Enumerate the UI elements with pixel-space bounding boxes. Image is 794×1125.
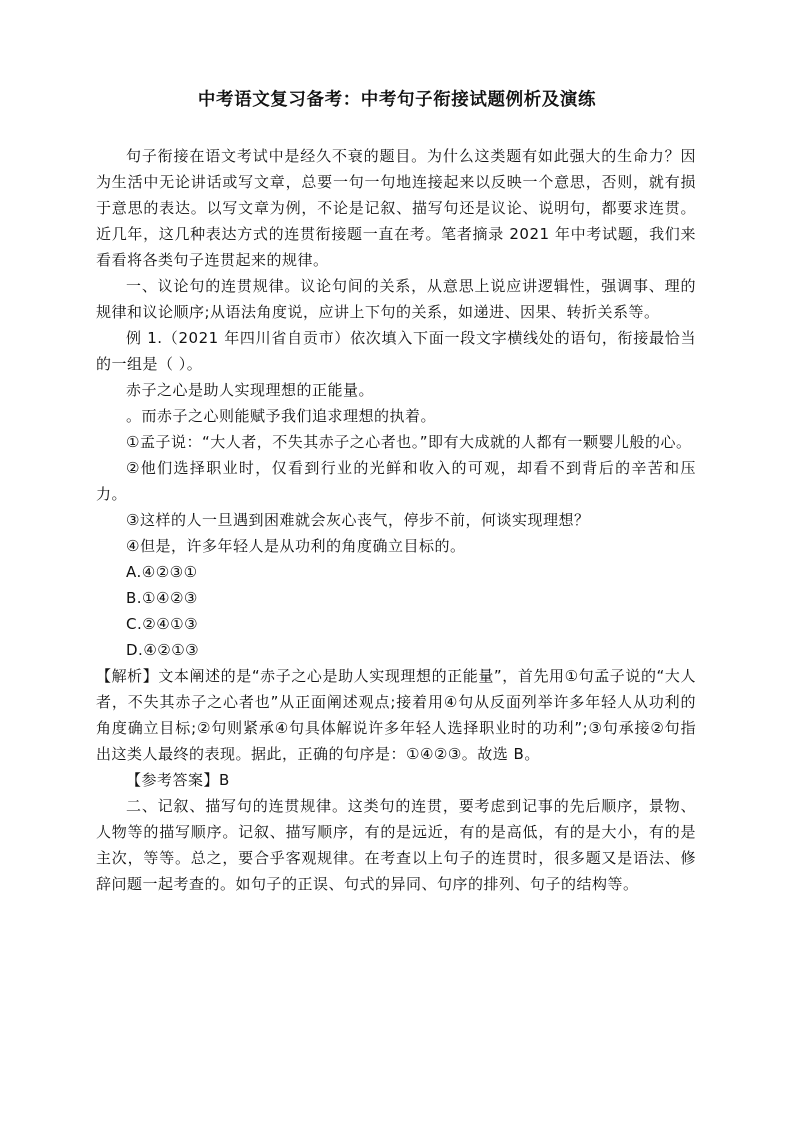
example1-item-3: ③这样的人一旦遇到困难就会灰心丧气，停步不前，何谈实现理想？ xyxy=(126,511,590,529)
option-d: D.④②①③ xyxy=(126,641,200,659)
example1-item-2: ②他们选择职业时，仅看到行业的光鲜和收入的可观，却看不到背后的辛苦和压力。 xyxy=(96,459,696,503)
example1-item-1: ①孟子说：“大人者，不失其赤子之心者也。”即有大成就的人都有一颗婴儿般的心。 xyxy=(126,433,692,451)
section1-paragraph: 一、议论句的连贯规律。议论句间的关系，从意思上说应讲逻辑性，强调事、理的规律和议论顺序;从语法角度说，应讲上下句的关系，如递进、因果、转折关系等。 xyxy=(96,277,696,321)
example1-answer: 【参考答案】B xyxy=(126,771,230,789)
section2-paragraph: 二、记叙、描写句的连贯规律。这类句的连贯，要考虑到记事的先后顺序，景物、人物等的描写顺序。记叙、描写顺序，有的是远近，有的是高低，有的是大小，有的是主次，等等。总之，要合乎客观规律。在考查以上句子的连贯时，很多题又是语法、修辞问题一起考查的。如句子的正误、句式的异同、句序的排列、句子的结构等。 xyxy=(96,797,696,893)
example1-analysis: 【解析】文本阐述的是“赤子之心是助人实现理想的正能量”，首先用①句孟子说的“大人者，不失其赤子之心者也”从正面阐述观点;接着用④句从反面列举许多年轻人从功利的角度确立目标;②句则紧承④句具体解说许多年轻人选择职业时的功利”;③句承接②句指出这类人最终的表现。据此，正确的句序是：①④②③。故选 B。 xyxy=(96,667,696,763)
option-a: A.④②③① xyxy=(126,563,198,581)
intro-paragraph: 句子衔接在语文考试中是经久不衰的题目。为什么这类题有如此强大的生命力？因为生活中无论讲话或写文章，总要一句一句地连接起来以反映一个意思，否则，就有损于意思的表达。以写文章为例，不论是记叙、描写句还是议论、说明句，都要求连贯。近几年，这几种表达方式的连贯衔接题一直在考。笔者摘录 2021 年中考试题，我们来看看将各类句子连贯起来的规律。 xyxy=(96,147,696,269)
example1-item-4: ④但是，许多年轻人是从功利的角度确立目标的。 xyxy=(126,537,466,555)
option-b: B.①④②③ xyxy=(126,589,198,607)
option-c: C.②④①③ xyxy=(126,615,199,633)
document-body xyxy=(96,143,696,897)
example1-passage-line1: 赤子之心是助人实现理想的正能量。 xyxy=(126,381,375,399)
example1-passage-line2: 。而赤子之心则能赋予我们追求理想的执着。 xyxy=(126,407,437,425)
example1-stem: 例 1.（2021 年四川省自贡市）依次填入下面一段文字横线处的语句，衔接最恰当的一组是（ ）。 xyxy=(96,329,696,373)
document-title: 中考语文复习备考：中考句子衔接试题例析及演练 xyxy=(197,90,597,110)
